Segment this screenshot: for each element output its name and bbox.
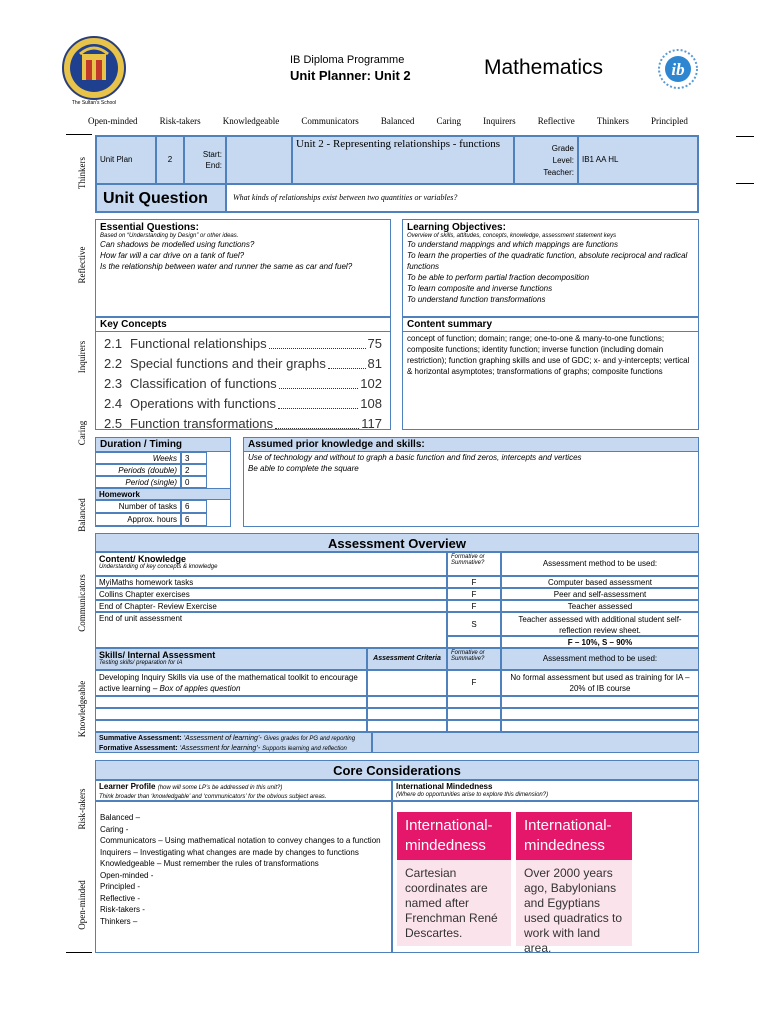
level-value-cell <box>578 136 698 184</box>
im-card-head: International-mindedness <box>397 812 511 860</box>
profile-open-minded: Open-minded <box>88 116 138 126</box>
skills-empty-row <box>95 696 367 708</box>
side-label-caring: Caring <box>77 420 87 446</box>
core-title: Core Considerations <box>333 763 461 778</box>
essential-subtitle: Based on “Understanding by Design” or other ideas. <box>100 233 239 239</box>
skills-sub: Testing skills/ preparation for IA <box>99 660 183 666</box>
unit-plan-value-cell <box>156 136 184 184</box>
school-logo <box>62 36 126 100</box>
lp-line: Balanced – <box>100 813 141 822</box>
key-concept-title: Special functions and their graphs <box>130 356 326 371</box>
key-concept-item <box>104 374 382 394</box>
key-concept-num: 2.2 <box>104 356 123 371</box>
profile-knowledgeable: Knowledgeable <box>222 116 280 126</box>
assessment-row-method: Computer based assessment <box>501 576 699 588</box>
summative-label: Summative Assessment: <box>99 735 182 742</box>
side-label-open-minded: Open-minded <box>77 880 87 930</box>
unit-plan-label: Unit Plan <box>100 155 133 164</box>
lp-hint: (how will some LP’s be addressed in this unit?) <box>157 785 283 791</box>
right-rule-mid <box>736 183 754 184</box>
unit-plan-label-cell <box>96 136 156 184</box>
skills-empty-row <box>95 708 367 720</box>
end-label: End: <box>205 161 222 170</box>
formative-quote: ‘Assessment for learning’- <box>179 745 261 752</box>
profile-reflective: Reflective <box>537 116 575 126</box>
im-title: International Mindedness <box>396 782 493 791</box>
skills-empty-row <box>95 720 367 732</box>
summative-note: Gives grades for PG and reporting <box>263 736 356 742</box>
assessment-weighting: F – 10%, S – 90% <box>501 636 699 648</box>
key-concept-num: 2.3 <box>104 376 123 391</box>
level-label: Level: <box>552 156 574 165</box>
key-concept-page: 81 <box>367 356 382 371</box>
unit-question-label-cell <box>96 184 226 212</box>
side-label-inquirers: Inquirers <box>77 340 87 374</box>
side-label-balanced: Balanced <box>77 498 87 532</box>
hw-hours-label: Approx. hours <box>95 513 181 526</box>
assessment-row-method: Peer and self-assessment <box>501 588 699 600</box>
lp-line: Reflective - <box>100 893 141 903</box>
prior-box <box>243 437 699 527</box>
profile-bar <box>88 116 688 126</box>
skills-empty-row <box>367 720 447 732</box>
profile-risk-takers: Risk-takers <box>159 116 201 126</box>
duration-doubles-label: Periods (double) <box>95 464 181 476</box>
formative-note: Supports learning and reflection <box>262 746 347 752</box>
unit-plan-value: 2 <box>167 155 173 164</box>
content-knowledge-header <box>95 552 447 576</box>
formative-label: Formative Assessment: <box>99 745 178 752</box>
essential-q2: How far will a car drive on a tank of fuel? <box>100 251 245 260</box>
assessment-row-item: Collins Chapter exercises <box>95 588 447 600</box>
skills-row-fs: F <box>447 670 501 696</box>
content-summary-box <box>402 317 699 430</box>
essential-title: Essential Questions: <box>100 222 199 233</box>
lp-line: Open-minded - <box>100 870 154 880</box>
lp-body <box>95 801 392 953</box>
side-label-reflective: Reflective <box>77 246 87 284</box>
method-header-text: Assessment method to be used: <box>542 559 658 568</box>
hw-tasks-label: Number of tasks <box>95 500 181 513</box>
im-card-body: Over 2000 years ago, Babylonians and Egyptians used quadratics to work with land area. <box>524 866 623 955</box>
skills-row-item <box>95 670 367 696</box>
objective-2: To learn the properties of the quadratic function, absolute reciprocal and radical functions <box>407 251 688 271</box>
profile-thinkers: Thinkers <box>596 116 629 126</box>
side-label-thinkers: Thinkers <box>77 157 87 189</box>
summative-quote: ‘Assessment of learning’- <box>183 735 262 742</box>
method-header <box>501 552 699 576</box>
duration-title: Duration / Timing <box>100 439 183 450</box>
teacher-label: Teacher: <box>543 168 574 177</box>
lp-line: Inquirers – Investigating what changes are made by changes to functions <box>100 847 359 857</box>
assessment-title: Assessment Overview <box>327 536 467 551</box>
skills-row-criteria <box>367 670 447 696</box>
objectives-box <box>402 219 699 317</box>
skills-empty-row <box>501 720 699 732</box>
unit-question-text-cell <box>226 184 698 212</box>
objectives-title: Learning Objectives: <box>407 222 506 233</box>
content-knowledge-title: Content/ Knowledge <box>99 554 186 564</box>
key-concept-page: 108 <box>360 396 382 411</box>
core-title-cell <box>95 760 699 780</box>
unit-title: Unit 2 - Representing relationships - functions <box>296 138 501 150</box>
key-concept-page: 117 <box>361 416 382 431</box>
lp-title: Learner Profile <box>99 782 156 791</box>
fs-header <box>447 552 501 576</box>
im-sub: (Where do opportunities arise to explore this dimension?) <box>396 792 549 798</box>
duration-doubles-value: 2 <box>181 464 207 476</box>
lp-line: Knowledgeable – Must remember the rules of transformations <box>100 859 319 868</box>
grade-label: Grade <box>551 144 574 153</box>
svg-text:ib: ib <box>671 60 685 79</box>
skills-empty-row <box>447 720 501 732</box>
key-concept-title: Function transformations <box>130 416 274 431</box>
skills-header <box>95 648 367 670</box>
key-concept-title: Classification of functions <box>130 376 277 391</box>
duration-weeks-value: 3 <box>181 452 207 464</box>
assessment-row-method: Teacher assessed with additional student self-reflection review sheet. <box>501 612 699 636</box>
key-concept-title: Operations with functions <box>130 396 276 411</box>
start-end-cell <box>184 136 226 184</box>
assessment-row-method: Teacher assessed <box>501 600 699 612</box>
prior-line-2: Be able to complete the square <box>248 464 359 473</box>
content-knowledge-sub: Understanding of key concepts & knowledge <box>99 564 218 570</box>
skills-row-item-text: Developing Inquiry Skills via use of the mathematical toolkit to encourage active learning <box>99 673 358 693</box>
date-cell <box>226 136 292 184</box>
duration-title-cell <box>95 437 231 452</box>
assessment-row-item: MyiMaths homework tasks <box>95 576 447 588</box>
hw-hours-value: 6 <box>181 513 207 526</box>
skills-empty-row <box>501 696 699 708</box>
lp-line: Communicators – Using mathematical notation to convey changes to a function <box>100 836 381 845</box>
im-header <box>392 780 699 801</box>
side-label-risk-takers: Risk-takers <box>77 788 87 830</box>
content-summary-title: Content summary <box>403 318 698 332</box>
side-label-communicators: Communicators <box>77 574 87 632</box>
objective-4: To learn composite and inverse functions <box>407 284 553 293</box>
lp-sub: Think broader than ‘knowledgable’ and ‘communicators’ for the obvious subject areas. <box>99 794 327 800</box>
criteria-header <box>367 648 447 670</box>
skills-title: Skills/ Internal Assessment <box>99 650 216 660</box>
assessment-row-item: End of unit assessment <box>95 612 447 648</box>
skills-empty-row <box>447 696 501 708</box>
key-concept-page: 102 <box>360 376 382 391</box>
summative-formative-blank <box>372 732 699 753</box>
profile-balanced: Balanced <box>380 116 415 126</box>
left-rule-bottom <box>66 952 92 953</box>
objectives-subtitle: Overview of skills, attitudes, concepts, knowledge, assessment statement keys <box>407 233 617 239</box>
criteria-header-text: Assessment Criteria <box>373 655 441 662</box>
im-card-head: International-mindedness <box>516 812 632 860</box>
summative-formative-cell <box>95 732 372 753</box>
profile-communicators: Communicators <box>301 116 359 126</box>
objective-3: To be able to perform partial fraction decomposition <box>407 273 590 282</box>
skills-row-method: No formal assessment but used as training for IA – 20% of IB course <box>501 670 699 696</box>
essential-q1: Can shadows be modelled using functions? <box>100 240 255 249</box>
grade-label-cell <box>514 136 578 184</box>
key-concept-item <box>104 334 382 354</box>
skills-fs-header <box>447 648 501 670</box>
school-name: The Sultan's School <box>71 100 117 106</box>
im-card-descartes <box>397 812 511 946</box>
profile-principled: Principled <box>650 116 688 126</box>
prior-title: Assumed prior knowledge and skills: <box>244 438 698 452</box>
essential-q3: Is the relationship between water and runner the same as car and fuel? <box>100 262 353 271</box>
right-rule-top <box>736 136 754 137</box>
key-concept-item <box>104 354 382 374</box>
subject-title: Mathematics <box>484 56 604 79</box>
fs-header-text: Formative or Summative? <box>451 554 485 566</box>
key-concept-num: 2.4 <box>104 396 123 411</box>
assessment-weighting-spacer <box>447 636 501 648</box>
im-card-body: Cartesian coordinates are named after Frenchman René Descartes. <box>405 866 498 940</box>
skills-method-header-text: Assessment method to be used: <box>542 654 658 663</box>
hw-tasks-value: 6 <box>181 500 207 513</box>
side-label-knowledgeable: Knowledgeable <box>77 680 87 738</box>
skills-empty-row <box>447 708 501 720</box>
essential-box <box>95 219 391 317</box>
unit-title-cell <box>292 136 514 184</box>
lp-line: Caring - <box>100 824 129 834</box>
lp-line: Thinkers – <box>100 916 138 926</box>
skills-row-item-suffix: – Box of apples question <box>152 684 241 693</box>
key-concept-item <box>104 414 382 434</box>
skills-fs-header-text: Formative or Summative? <box>451 650 485 662</box>
lp-line: Principled - <box>100 882 141 891</box>
skills-empty-row <box>501 708 699 720</box>
level-value: IB1 AA HL <box>582 155 619 164</box>
assessment-row-fs: F <box>447 576 501 588</box>
im-card-babylonians <box>516 812 632 955</box>
lp-line: Risk-takers - <box>100 905 145 914</box>
key-concept-page: 75 <box>367 336 382 351</box>
ib-logo <box>657 48 699 90</box>
programme-title: IB Diploma Programme <box>290 54 405 66</box>
assessment-row-fs: F <box>447 600 501 612</box>
profile-caring: Caring <box>436 116 462 126</box>
key-concept-num: 2.5 <box>104 416 123 431</box>
duration-singles-label: Period (single) <box>95 476 181 488</box>
objective-5: To understand function transformations <box>407 295 546 304</box>
duration-singles-value: 0 <box>181 476 207 488</box>
content-summary-text: concept of function; domain; range; one-to-one & many-to-one functions; composite functions; identity function; inverse function (including domain restriction); function graphing skills and use of GDC; x- and y-intercepts; vertical & horizontal asymptotes; transformations of graphs; composite functions <box>407 334 690 376</box>
key-concept-title: Functional relationships <box>130 336 267 351</box>
key-concepts-box <box>95 317 391 430</box>
assessment-row-fs: S <box>447 612 501 636</box>
duration-weeks-label: Weeks <box>95 452 181 464</box>
key-concepts-title: Key Concepts <box>96 318 390 332</box>
prior-line-1: Use of technology and without to graph a basic function and find zeros, intercepts and vertices <box>248 453 582 462</box>
planner-title: Unit Planner: Unit 2 <box>290 68 411 83</box>
skills-empty-row <box>367 696 447 708</box>
key-concept-item <box>104 394 382 414</box>
assessment-row-fs: F <box>447 588 501 600</box>
lp-header <box>95 780 392 801</box>
skills-method-header <box>501 648 699 670</box>
key-concept-num: 2.1 <box>104 336 123 351</box>
assessment-row-item: End of Chapter- Review Exercise <box>95 600 447 612</box>
start-label: Start: <box>202 150 222 159</box>
skills-empty-row <box>367 708 447 720</box>
assessment-title-cell <box>95 533 699 552</box>
unit-question-label: Unit Question <box>103 190 208 207</box>
profile-inquirers: Inquirers <box>483 116 516 126</box>
homework-label: Homework <box>95 488 231 500</box>
unit-question-text: What kinds of relationships exist between two quantities or variables? <box>233 193 458 202</box>
objective-1: To understand mappings and which mappings are functions <box>407 240 618 249</box>
